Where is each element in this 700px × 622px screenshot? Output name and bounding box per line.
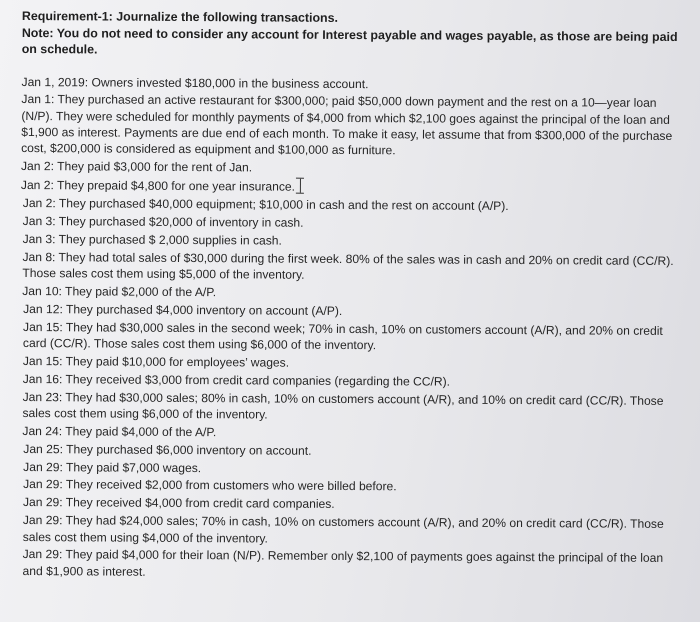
transaction-item (22, 73, 682, 93)
transaction-text: Jan 8: They had total sales of $30,000 during the first week. 80% of the sales was in cash and 20% on credit card (CC/R). Those sales cost them using $5,000 of the inventory. (22, 249, 674, 282)
document-header (22, 8, 682, 62)
transaction-text: Jan 23: They had $30,000 sales; 80% in cash, 10% on customers account (A/R), and 10% on credit card (CC/R). Those sales cost them using $6,000 of the inventory. (22, 389, 664, 422)
transaction-text: Jan 29: They received $2,000 from customers who were billed before. (23, 477, 397, 494)
requirement-heading: Requirement-1: Journalize the following transactions. (21, 8, 339, 25)
transaction-item (19, 423, 679, 443)
document-page (19, 8, 682, 585)
transaction-text: Jan 25: They purchased $6,000 inventory on account. (23, 441, 312, 458)
transaction-item (19, 494, 679, 514)
transaction-item (19, 476, 679, 496)
transaction-item (21, 91, 681, 160)
transaction-item (20, 353, 680, 373)
transaction-item (21, 213, 681, 233)
transaction-list (19, 73, 682, 583)
transaction-text: Jan 1: They purchased an active restaurant for $300,000; paid $50,000 down payment and the rest on a 10—year loan (N/P). They were scheduled for monthly payments of $4,000 from which $2,100 goes against the principal of the loan and $1,900 as interest. Payments are due end of each month. To make it easy, let assume that from $300,000 of the purchase cost, $200,000 is considered as equipment and $100,000 as furniture. (21, 92, 673, 158)
transaction-item (19, 389, 679, 426)
transaction-item (20, 301, 680, 321)
transaction-text: Jan 15: They had $30,000 sales in the second week; 70% in cash, 10% on customers account (A/R), and 20% on credit card (CC/R). Those sales cost them using $6,000 of the inventory. (22, 319, 663, 353)
transaction-text: Jan 15: They paid $10,000 for employees’ wages. (22, 353, 290, 370)
transaction-text: Jan 2: They purchased $40,000 equipment; $10,000 in cash and the rest on account (A/P). (22, 195, 509, 213)
transaction-text: Jan 2: They prepaid $4,800 for one year insurance. (20, 178, 296, 194)
transaction-text: Jan 16: They received $3,000 from credit card companies (regarding the CC/R). (22, 371, 451, 389)
transaction-text: Jan 10: They paid $2,000 of the A/P. (22, 283, 217, 300)
transaction-text: Jan 3: They purchased $ 2,000 supplies in cash. (22, 231, 282, 248)
transaction-item (20, 319, 680, 356)
text-cursor-icon (296, 178, 304, 194)
transaction-item (21, 231, 681, 251)
transaction-text: Jan 29: They paid $4,000 for their loan (N/P). Remember only $2,100 of payments goes against the principal of the loan and $1,900 as interest. (22, 547, 664, 579)
transaction-text: Jan 29: They paid $7,000 wages. (23, 459, 202, 475)
transaction-text: Jan 12: They purchased $4,000 inventory on account (A/P). (23, 301, 343, 318)
transaction-item (21, 195, 681, 215)
transaction-item (20, 249, 680, 286)
transaction-item (21, 176, 681, 197)
transaction-item (20, 283, 680, 303)
transaction-item (19, 512, 679, 549)
transaction-item (19, 546, 679, 583)
transaction-text: Jan 24: They paid $4,000 of the A/P. (22, 423, 217, 439)
transaction-item (19, 459, 679, 479)
transaction-text: Jan 1, 2019: Owners invested $180,000 in the business account. (21, 74, 369, 91)
transaction-item (19, 441, 679, 461)
transaction-text: Jan 29: They had $24,000 sales; 70% in cash, 10% on customers account (A/R), and 20% on credit card (CC/R). Those sales cost them using $4,000 of the inventory. (22, 513, 664, 546)
transaction-text: Jan 2: They paid $3,000 for the rent of Jan. (20, 159, 253, 175)
transaction-item (21, 158, 681, 178)
transaction-item (20, 371, 680, 391)
note-text: Note: You do not need to consider any account for Interest payable and wages payable, as those are being paid on schedule. (21, 25, 678, 57)
transaction-text: Jan 3: They purchased $20,000 of inventory in cash. (22, 213, 304, 230)
transaction-text: Jan 29: They received $4,000 from credit card companies. (22, 495, 335, 512)
